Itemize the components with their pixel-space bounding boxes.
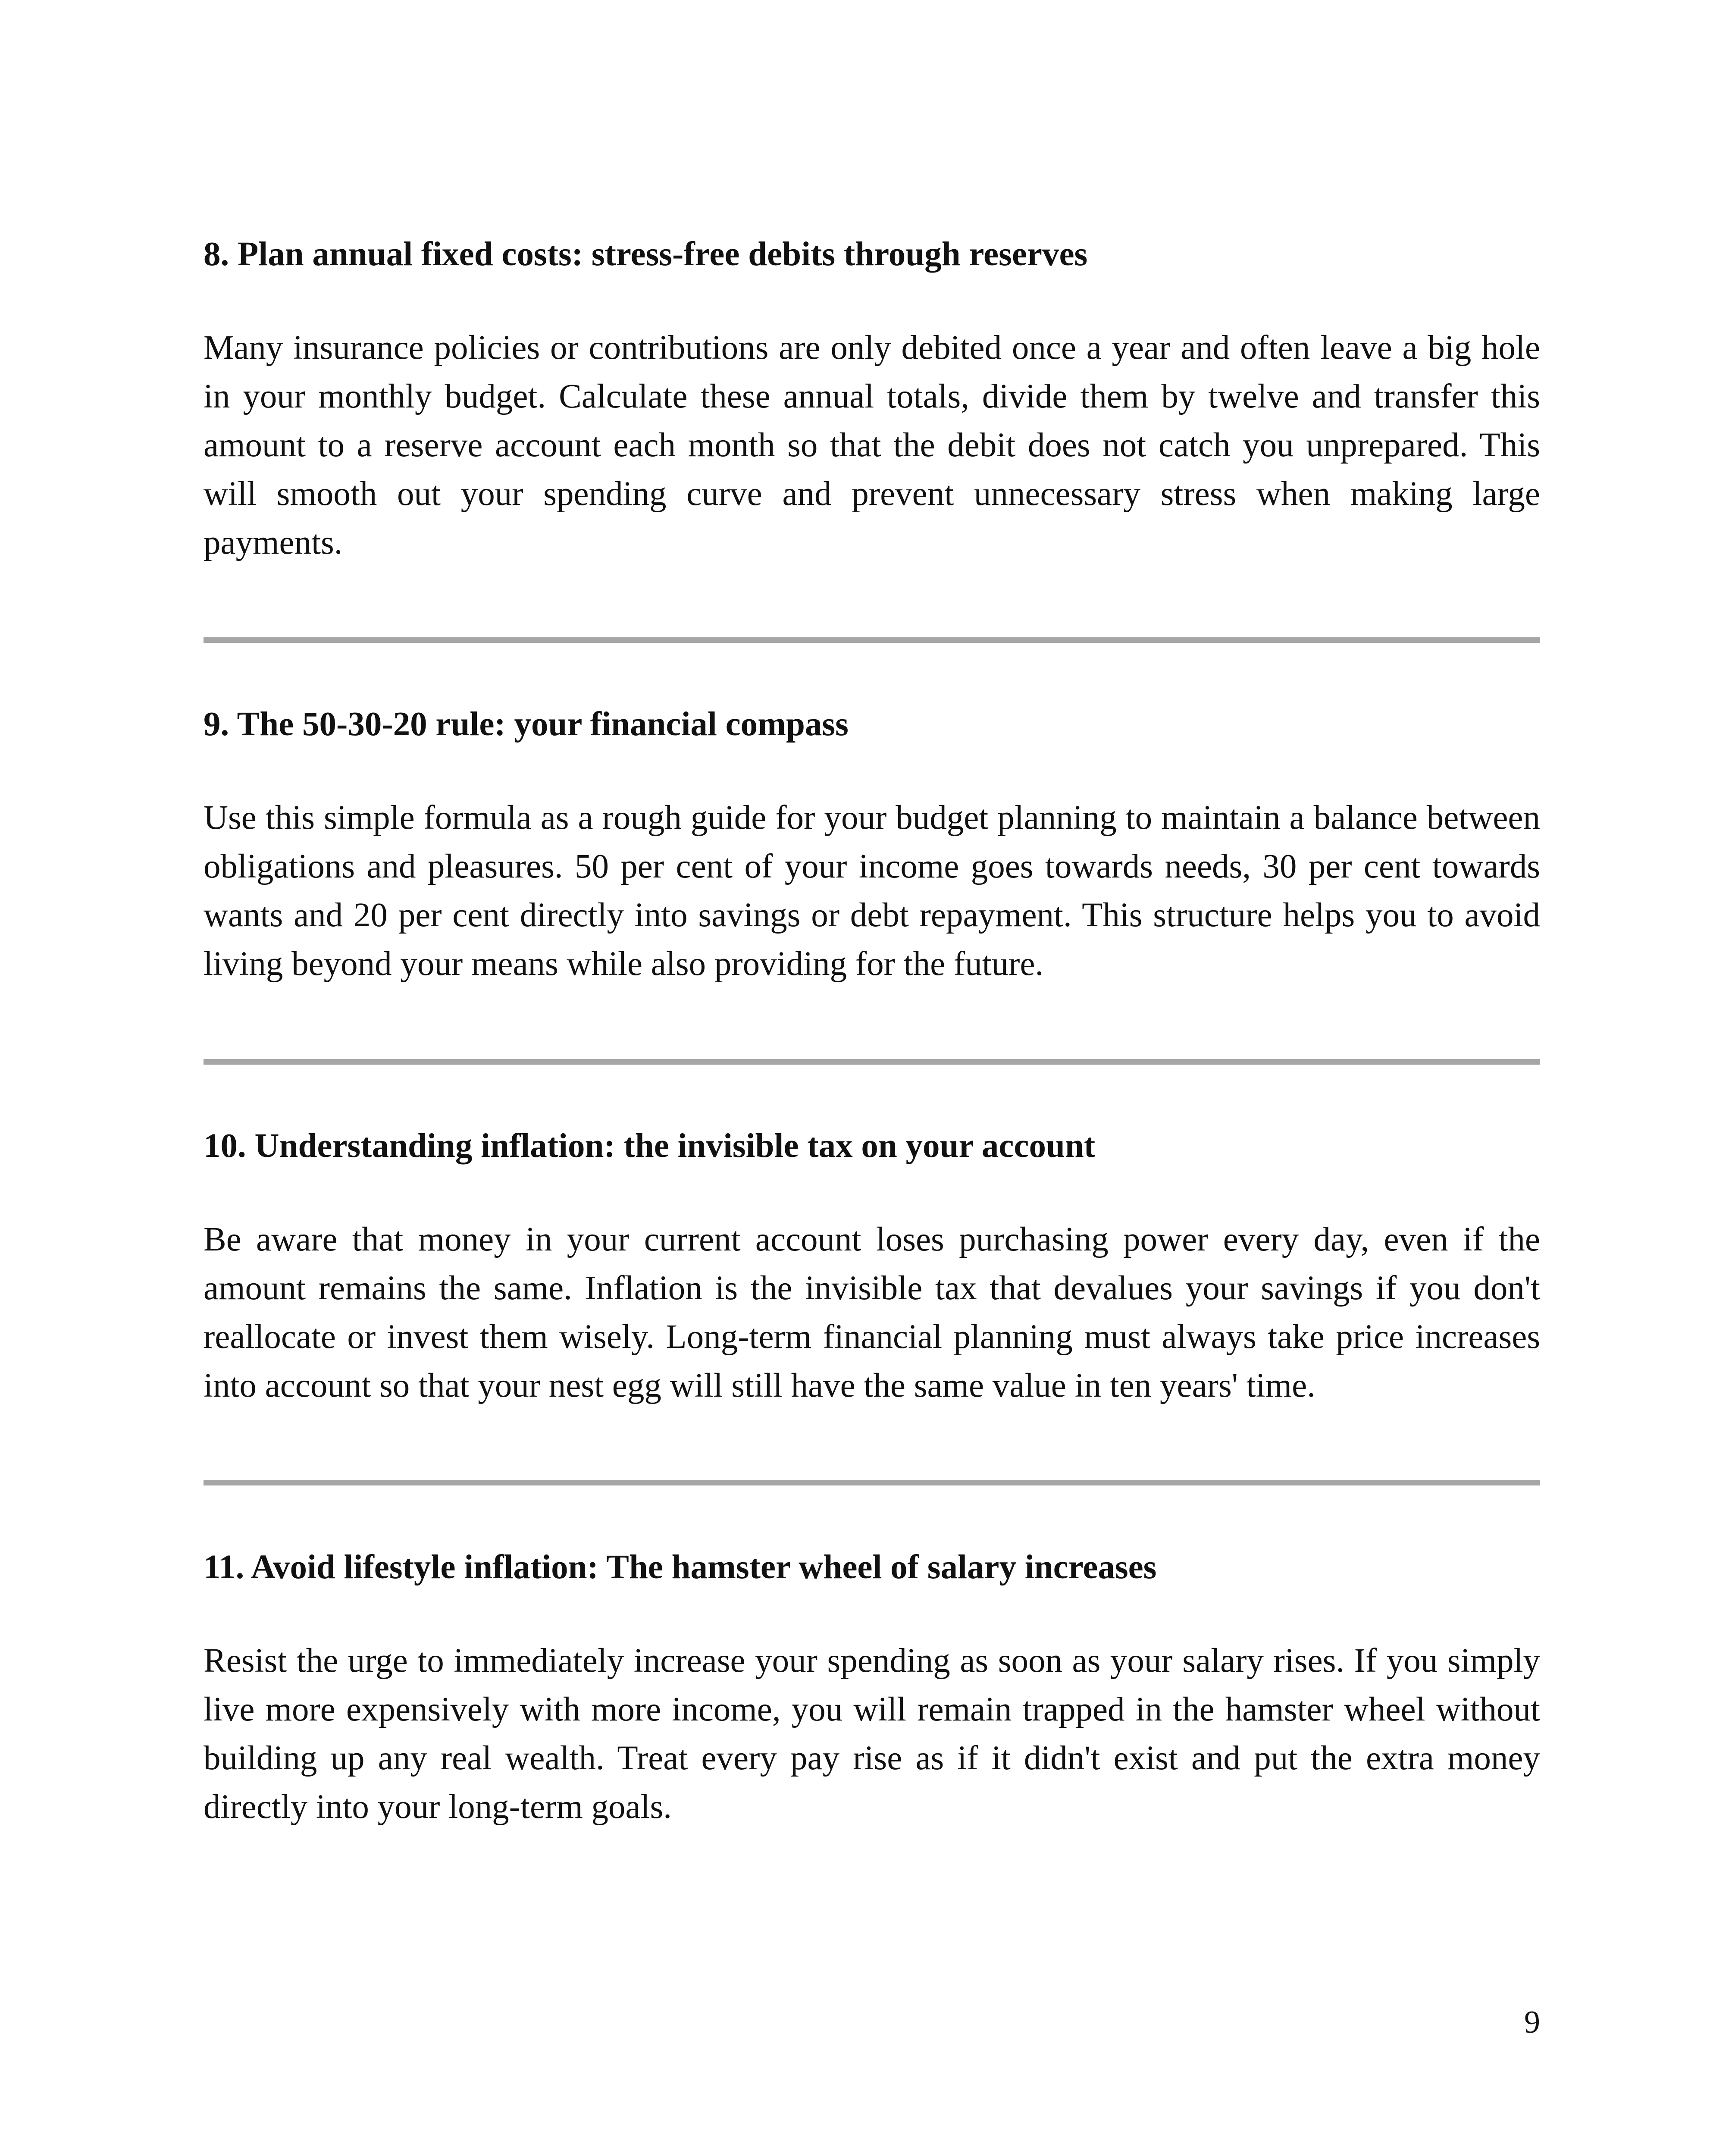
section-11: [204, 1546, 1540, 1831]
page-number: 9: [1524, 2005, 1540, 2040]
section-paragraph: Use this simple formula as a rough guide for your budget planning to maintain a balance between obligations and pleasures. 50 per cent of your income goes towards needs, 30 per cent towards wants and 20 per cent directly into savings or debt repayment. This structure helps you to avoid living beyond your means while also providing for the future.: [204, 799, 1540, 983]
section-paragraph: Many insurance policies or contributions are only debited once a year and often leave a big hole in your monthly budget. Calculate these annual totals, divide them by twelve and transfer this amount to a reserve account each month so that the debit does not catch you unprepared. This will smooth out your spending curve and prevent unnecessary stress when making large payments.: [204, 329, 1540, 561]
section-heading: 9. The 50-30-20 rule: your financial compass: [204, 705, 849, 743]
section-paragraph: Resist the urge to immediately increase your spending as soon as your salary rises. If you simply live more expensively with more income, you will remain trapped in the hamster wheel without building up any real wealth. Treat every pay rise as if it didn't exist and put the extra money directly into your long-term goals.: [204, 1642, 1540, 1826]
section-divider: [204, 637, 1540, 643]
section-9: [204, 703, 1540, 988]
section-divider: [204, 1480, 1540, 1485]
section-heading: 11. Avoid lifestyle inflation: The hamster wheel of salary increases: [204, 1548, 1157, 1586]
section-divider: [204, 1059, 1540, 1065]
section-heading: 10. Understanding inflation: the invisible tax on your account: [204, 1127, 1096, 1165]
section-10: [204, 1125, 1540, 1410]
section-heading: 8. Plan annual fixed costs: stress-free debits through reserves: [204, 235, 1088, 273]
section-8: [204, 233, 1540, 567]
section-paragraph: Be aware that money in your current account loses purchasing power every day, even if the amount remains the same. Inflation is the invisible tax that devalues your savings if you don't reallocate or invest them wisely. Long-term financial planning must always take price increases into account so that your nest egg will still have the same value in ten years' time.: [204, 1221, 1540, 1404]
